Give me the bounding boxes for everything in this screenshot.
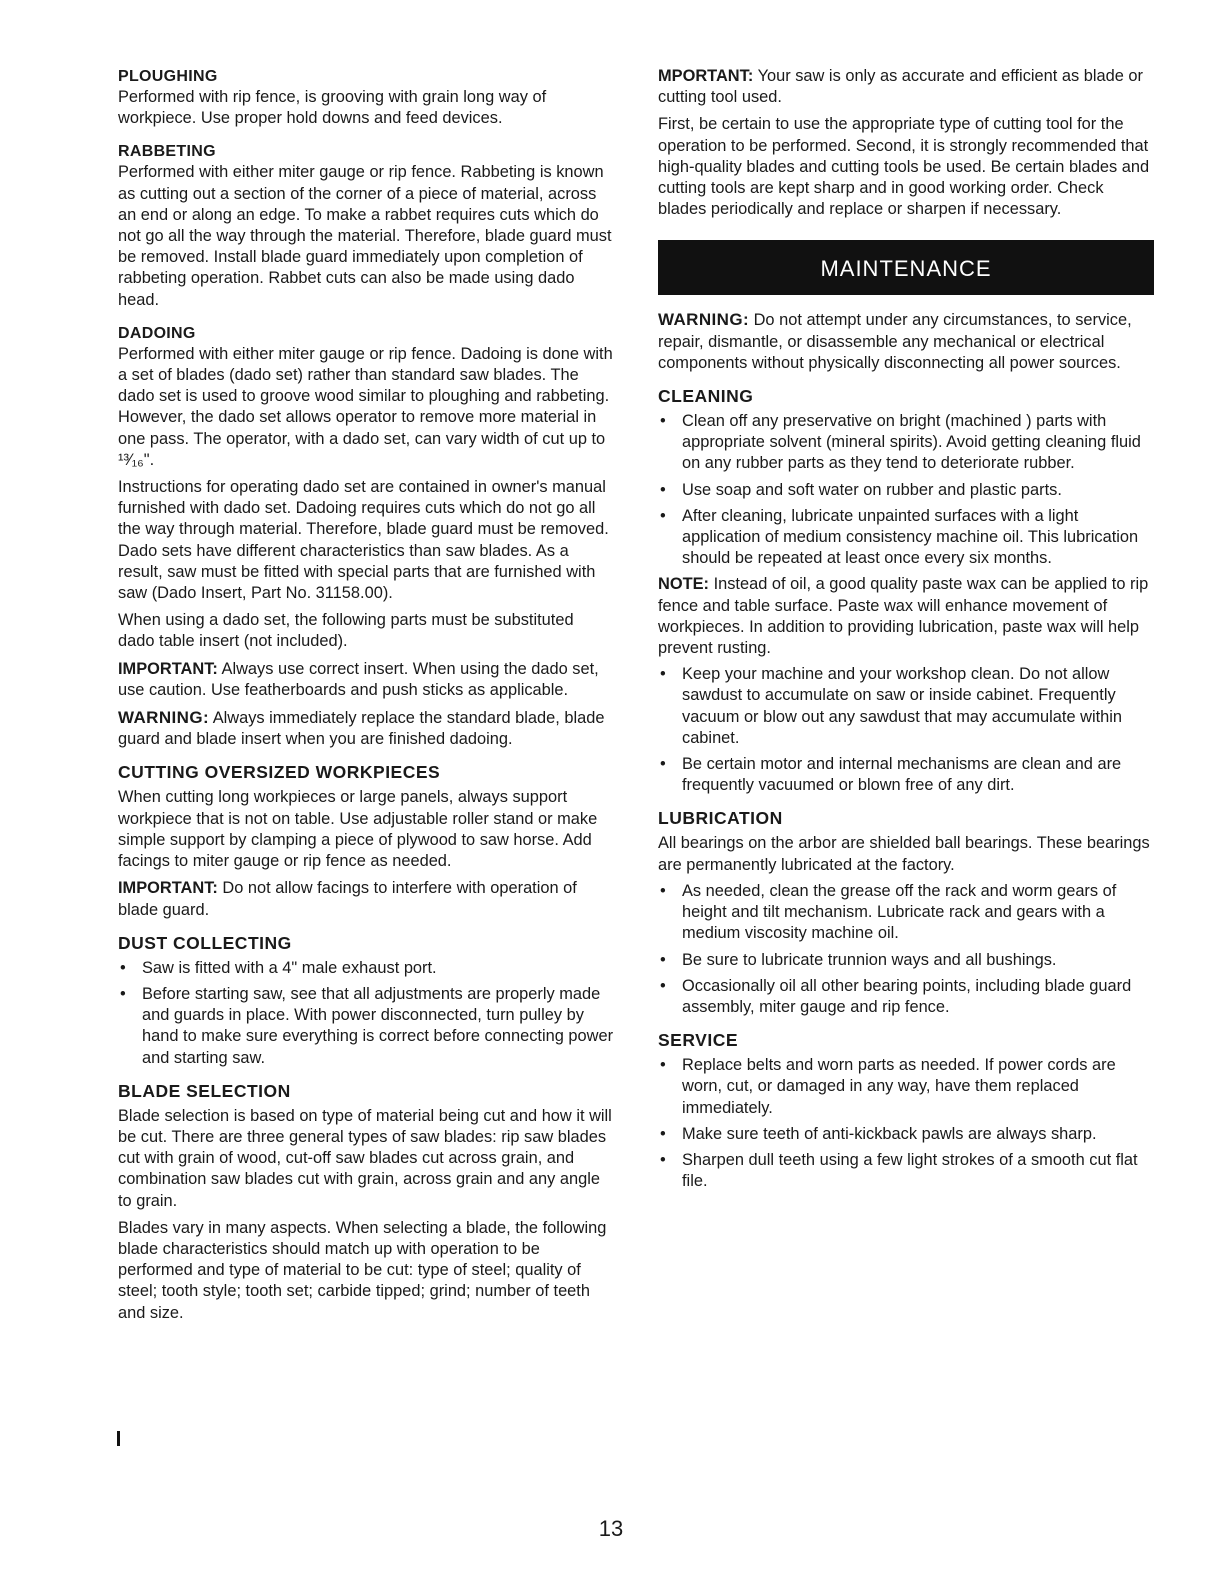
cleaning-list: [658, 411, 1154, 569]
dadoing-body-2: Instructions for operating dado set are contained in owner's manual furnished with dado set. Dadoing requires cuts which do not go all the way through material. Therefore, blade guard must be removed. Dado sets have different characteristics than saw blades. As a result, saw must be fitted with special parts that are furnished with saw (Dado Insert, Part No. 31158.00).: [118, 478, 609, 603]
list-item: • Occasionally oil all other bearing points, including blade guard assembly, miter gauge and rip fence.: [658, 976, 1154, 1018]
section-dadoing: [118, 323, 614, 751]
list-item: • Saw is fitted with a 4" male exhaust port.: [118, 958, 614, 979]
section-service: [658, 1030, 1154, 1192]
warning-text: Do not attempt under any circumstances, to service, repair, dismantle, or disassemble any mechanical or electrical components without physically disconnecting all power sources.: [658, 311, 1132, 372]
list-item: • Use soap and soft water on rubber and plastic parts.: [658, 480, 1154, 501]
section-maintenance-warning: [658, 309, 1154, 374]
blade-heading: BLADE SELECTION: [118, 1080, 291, 1101]
blade-body-2: Blades vary in many aspects. When selecting a blade, the following blade characteristics should match up with operation to be performed and type of material to be cut: type of steel; quality of steel; tooth style; tooth set; carbide tipped; grind; number of teeth and size.: [118, 1218, 607, 1322]
left-column: [118, 66, 614, 1336]
list-item: • Be certain motor and internal mechanisms are clean and are frequently vacuumed or blown free of any dirt.: [658, 754, 1154, 796]
page-number: 13: [598, 1516, 624, 1541]
oversized-heading: CUTTING OVERSIZED WORKPIECES: [118, 762, 441, 783]
intro-body: First, be certain to use the appropriate type of cutting tool for the operation to be performed. Second, it is strongly recommended that high-quality blades and cutting tools be used. Be certain blades and cutting tools are kept sharp and in good working order. Check blades periodically and replace or sharpen if necessary.: [658, 115, 1150, 219]
stray-mark: [117, 1431, 120, 1446]
rabbeting-body: Performed with either miter gauge or rip fence. Rabbeting is known as cutting out a section of the corner of a piece of material, across an end or along an edge. To make a rabbet requires cuts which do not go all the way through the material. Therefore, blade guard must be removed. Install blade guard immediately upon completion of rabbeting operation. Rabbet cuts can also be made using dado head.: [118, 163, 612, 309]
oversized-important: [118, 878, 614, 920]
list-item: • Make sure teeth of anti-kickback pawls are always sharp.: [658, 1124, 1154, 1145]
blade-body-1: Blade selection is based on type of material being cut and how it will be cut. There are three general types of saw blades: rip saw blades cut with grain of wood, cut-off saw blades cut across grain, and combination saw blades cut with grain, across grain and any angle to grain.: [118, 1106, 612, 1210]
dadoing-body-3: When using a dado set, the following parts must be substituted dado table insert (not included).: [118, 611, 574, 651]
important-label: MPORTANT:: [658, 67, 754, 85]
maintenance-warning: [658, 309, 1154, 374]
section-dust-collecting: [118, 933, 614, 1069]
rabbeting-heading: RABBETING: [118, 143, 216, 161]
dadoing-warning: [118, 707, 614, 750]
dadoing-body-1: Performed with either miter gauge or rip fence. Dadoing is done with a set of blades (dado set) rather than standard saw blades. The dado set is used to groove wood similar to ploughing and rabbeting. However, the dado set allows operator to remove more material in one pass. The operator, with a dado set, can vary width of cut up to ¹³⁄₁₆".: [118, 344, 613, 469]
section-oversized: [118, 762, 614, 920]
list-item: • Keep your machine and your workshop clean. Do not allow sawdust to accumulate on saw or inside cabinet. Frequently vacuum or blow out any sawdust that may accumulate within cabinet.: [658, 664, 1154, 749]
section-intro: [658, 66, 1154, 220]
section-cleaning: [658, 386, 1154, 796]
list-item: • Clean off any preservative on bright (machined ) parts with appropriate solvent (mineral spirits). Avoid getting cleaning fluid on any rubber parts as they tend to deteriorate rubber.: [658, 411, 1154, 475]
oversized-body: When cutting long workpieces or large panels, always support workpiece that is not on table. Use adjustable roller stand or make simple support by clamping a piece of plywood to saw horse. Add facings to miter gauge or rip fence as needed.: [118, 788, 598, 871]
list-item: • As needed, clean the grease off the rack and worm gears of height and tilt mechanism. Lubricate rack and gears with a medium viscosity machine oil.: [658, 881, 1154, 945]
note-text: Instead of oil, a good quality paste wax can be applied to rip fence and table surface. Paste wax will enhance movement of workpieces. In addition to providing lubrication, paste wax will help prevent rusting.: [658, 575, 1149, 658]
dust-heading: DUST COLLECTING: [118, 932, 292, 953]
intro-important: [658, 66, 1154, 108]
note-label: NOTE:: [658, 575, 709, 594]
list-item: • Be sure to lubricate trunnion ways and all bushings.: [658, 950, 1154, 971]
lubrication-list: [658, 881, 1154, 1018]
lubrication-body: All bearings on the arbor are shielded ball bearings. These bearings are permanently lubricated at the factory.: [658, 834, 1150, 874]
warning-text: Always immediately replace the standard blade, blade guard and blade insert when you are finished dadoing.: [118, 709, 605, 749]
important-label: IMPORTANT:: [118, 659, 218, 678]
dadoing-important: [118, 659, 614, 701]
service-heading: SERVICE: [658, 1030, 739, 1051]
lubrication-heading: LUBRICATION: [658, 808, 783, 829]
ploughing-body: Performed with rip fence, is grooving with grain long way of workpiece. Use proper hold downs and feed devices.: [118, 88, 547, 128]
section-blade-selection: [118, 1081, 614, 1324]
section-lubrication: [658, 808, 1154, 1018]
list-item: • Replace belts and worn parts as needed. If power cords are worn, cut, or damaged in any way, have them replaced immediately.: [658, 1055, 1154, 1119]
important-label: IMPORTANT:: [118, 879, 218, 898]
ploughing-heading: PLOUGHING: [118, 68, 218, 85]
cleaning-list-2: [658, 664, 1154, 796]
list-item: • After cleaning, lubricate unpainted surfaces with a light application of medium consistency machine oil. This lubrication should be repeated at least once every six months.: [658, 506, 1154, 570]
section-rabbeting: [118, 141, 614, 310]
important-text: Your saw is only as accurate and efficient as blade or cutting tool used.: [658, 67, 1143, 107]
dadoing-heading: DADOING: [118, 324, 196, 342]
important-text: Do not allow facings to interfere with operation of blade guard.: [118, 879, 577, 919]
cleaning-note: [658, 574, 1154, 659]
cleaning-heading: CLEANING: [658, 386, 754, 407]
dust-list: [118, 958, 614, 1069]
list-item: • Before starting saw, see that all adjustments are properly made and guards in place. With power disconnected, turn pulley by hand to make sure everything is correct before connecting power and starting saw.: [118, 984, 614, 1069]
important-text: Always use correct insert. When using the dado set, use caution. Use featherboards and push sticks as applicable.: [118, 659, 599, 699]
right-column: [658, 66, 1154, 1204]
list-item: • Sharpen dull teeth using a few light strokes of a smooth cut flat file.: [658, 1150, 1154, 1192]
warning-label: WARNING:: [118, 708, 210, 728]
warning-label: WARNING:: [658, 310, 750, 330]
maintenance-banner: MAINTENANCE: [658, 240, 1154, 295]
section-ploughing: [118, 66, 614, 129]
service-list: [658, 1055, 1154, 1192]
